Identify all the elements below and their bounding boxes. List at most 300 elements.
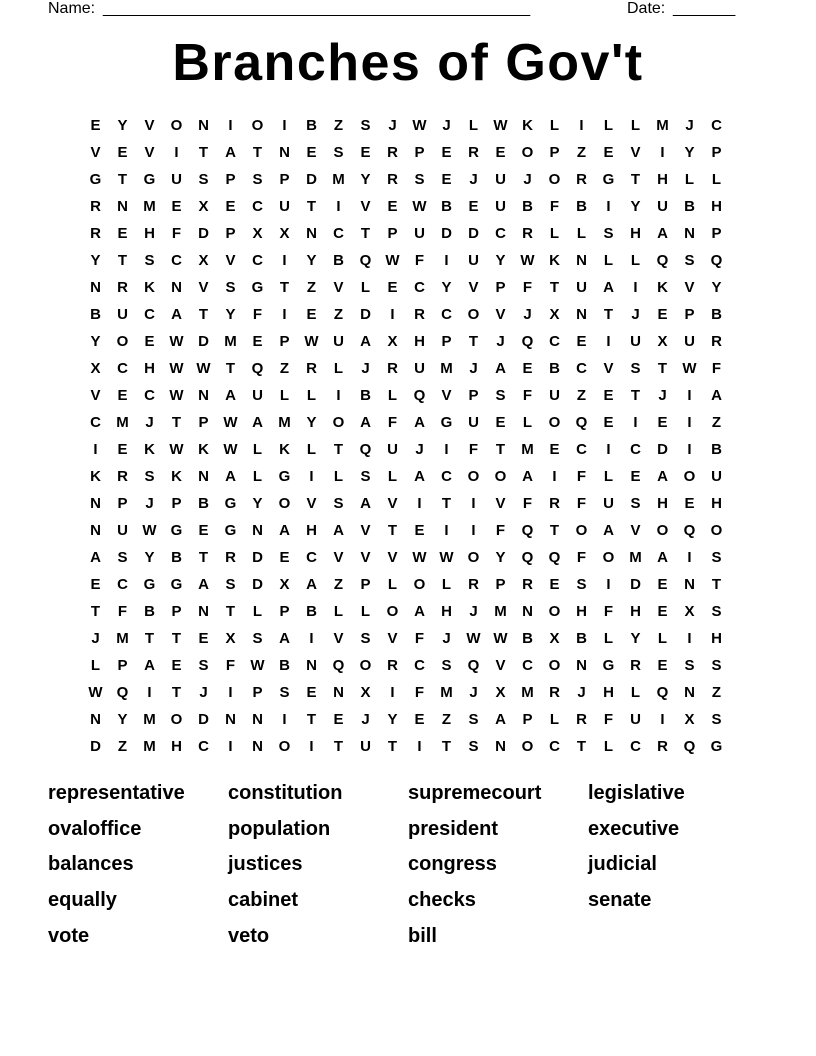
grid-letter[interactable]: B [279, 657, 290, 674]
grid-letter[interactable]: I [687, 549, 692, 566]
grid-letter[interactable]: W [520, 252, 535, 269]
grid-letter[interactable]: E [414, 711, 425, 728]
grid-letter[interactable]: E [576, 333, 587, 350]
grid-letter[interactable]: E [657, 414, 668, 431]
grid-letter[interactable]: F [414, 684, 425, 701]
grid-letter[interactable]: X [252, 225, 263, 242]
grid-letter[interactable]: A [657, 468, 668, 485]
grid-letter[interactable]: C [441, 468, 452, 485]
grid-letter[interactable]: P [198, 414, 209, 431]
grid-letter[interactable]: Q [251, 360, 264, 377]
grid-letter[interactable]: A [90, 549, 101, 566]
grid-letter[interactable]: V [495, 495, 506, 512]
grid-letter[interactable]: V [333, 630, 344, 647]
grid-letter[interactable]: N [684, 576, 695, 593]
grid-letter[interactable]: R [630, 657, 641, 674]
grid-letter[interactable]: J [631, 306, 640, 323]
grid-letter[interactable]: Y [495, 252, 506, 269]
grid-letter[interactable]: L [468, 117, 479, 134]
grid-letter[interactable]: N [252, 738, 263, 755]
grid-letter[interactable]: M [440, 360, 453, 377]
grid-letter[interactable]: V [684, 279, 695, 296]
grid-letter[interactable]: Y [495, 549, 506, 566]
grid-letter[interactable]: V [198, 279, 209, 296]
grid-letter[interactable]: T [549, 279, 560, 296]
grid-letter[interactable]: D [252, 549, 263, 566]
grid-letter[interactable]: X [90, 360, 101, 377]
grid-letter[interactable]: L [387, 576, 398, 593]
grid-letter[interactable]: O [467, 306, 480, 323]
grid-letter[interactable]: E [441, 144, 452, 161]
grid-letter[interactable]: E [387, 279, 398, 296]
grid-letter[interactable]: U [630, 333, 641, 350]
grid-letter[interactable]: Z [333, 576, 344, 593]
grid-letter[interactable]: T [117, 252, 128, 269]
grid-letter[interactable]: S [441, 657, 452, 674]
grid-letter[interactable]: E [657, 306, 668, 323]
grid-letter[interactable]: U [576, 279, 587, 296]
grid-letter[interactable]: Q [710, 252, 723, 269]
grid-letter[interactable]: R [90, 225, 101, 242]
grid-letter[interactable]: P [225, 171, 236, 188]
grid-letter[interactable]: B [576, 198, 587, 215]
grid-letter[interactable]: M [332, 171, 345, 188]
grid-letter[interactable]: C [549, 738, 560, 755]
grid-letter[interactable]: F [414, 252, 425, 269]
grid-letter[interactable]: E [117, 225, 128, 242]
grid-letter[interactable]: I [444, 522, 449, 539]
grid-letter[interactable]: I [147, 684, 152, 701]
grid-letter[interactable]: N [90, 495, 101, 512]
grid-letter[interactable]: H [144, 360, 155, 377]
grid-letter[interactable]: E [360, 144, 371, 161]
grid-letter[interactable]: J [145, 495, 154, 512]
grid-letter[interactable]: L [333, 468, 344, 485]
grid-letter[interactable]: W [412, 549, 427, 566]
grid-letter[interactable]: I [309, 630, 314, 647]
grid-letter[interactable]: F [603, 603, 614, 620]
grid-letter[interactable]: L [630, 117, 641, 134]
grid-letter[interactable]: T [306, 198, 317, 215]
grid-letter[interactable]: R [387, 657, 398, 674]
grid-letter[interactable]: X [657, 333, 668, 350]
grid-letter[interactable]: P [225, 225, 236, 242]
grid-letter[interactable]: J [685, 117, 694, 134]
grid-letter[interactable]: Q [359, 252, 372, 269]
grid-letter[interactable]: J [469, 603, 478, 620]
grid-letter[interactable]: N [495, 738, 506, 755]
grid-letter[interactable]: O [548, 171, 561, 188]
grid-letter[interactable]: I [93, 441, 98, 458]
grid-letter[interactable]: X [387, 333, 398, 350]
grid-letter[interactable]: F [549, 198, 560, 215]
grid-letter[interactable]: K [144, 441, 155, 458]
grid-letter[interactable]: N [522, 603, 533, 620]
grid-letter[interactable]: A [279, 522, 290, 539]
grid-letter[interactable]: P [117, 495, 128, 512]
grid-letter[interactable]: O [521, 738, 534, 755]
grid-letter[interactable]: B [441, 198, 452, 215]
grid-letter[interactable]: V [333, 279, 344, 296]
grid-letter[interactable]: T [711, 576, 722, 593]
grid-letter[interactable]: T [603, 306, 614, 323]
grid-letter[interactable]: W [493, 630, 508, 647]
grid-letter[interactable]: H [576, 603, 587, 620]
grid-letter[interactable]: E [441, 171, 452, 188]
grid-letter[interactable]: A [495, 711, 506, 728]
grid-letter[interactable]: A [360, 495, 371, 512]
grid-letter[interactable]: I [417, 738, 422, 755]
grid-letter[interactable]: M [143, 738, 156, 755]
grid-letter[interactable]: A [657, 225, 668, 242]
grid-letter[interactable]: R [306, 360, 317, 377]
grid-letter[interactable]: A [144, 657, 155, 674]
grid-letter[interactable]: N [684, 225, 695, 242]
grid-letter[interactable]: E [549, 441, 560, 458]
grid-letter[interactable]: G [170, 576, 183, 593]
grid-letter[interactable]: S [225, 576, 236, 593]
grid-letter[interactable]: L [603, 738, 614, 755]
grid-letter[interactable]: S [360, 630, 371, 647]
grid-letter[interactable]: N [684, 684, 695, 701]
grid-letter[interactable]: B [90, 306, 101, 323]
grid-letter[interactable]: J [658, 387, 667, 404]
grid-letter[interactable]: U [684, 333, 695, 350]
grid-letter[interactable]: S [252, 630, 263, 647]
grid-letter[interactable]: B [522, 630, 533, 647]
grid-letter[interactable]: F [603, 711, 614, 728]
grid-letter[interactable]: F [387, 414, 398, 431]
grid-letter[interactable]: F [225, 657, 236, 674]
grid-letter[interactable]: U [252, 387, 263, 404]
grid-letter[interactable]: G [602, 657, 615, 674]
grid-letter[interactable]: L [630, 684, 641, 701]
grid-letter[interactable]: G [224, 522, 237, 539]
grid-letter[interactable]: W [169, 360, 184, 377]
grid-letter[interactable]: T [630, 171, 641, 188]
grid-letter[interactable]: R [387, 171, 398, 188]
grid-letter[interactable]: C [576, 360, 587, 377]
grid-letter[interactable]: X [198, 198, 209, 215]
grid-letter[interactable]: N [198, 117, 209, 134]
grid-letter[interactable]: B [522, 198, 533, 215]
grid-letter[interactable]: J [442, 630, 451, 647]
grid-letter[interactable]: V [306, 495, 317, 512]
grid-letter[interactable]: I [471, 522, 476, 539]
grid-letter[interactable]: N [117, 198, 128, 215]
grid-letter[interactable]: J [361, 711, 370, 728]
grid-letter[interactable]: D [441, 225, 452, 242]
grid-letter[interactable]: I [633, 279, 638, 296]
grid-letter[interactable]: P [171, 495, 182, 512]
grid-letter[interactable]: F [117, 603, 128, 620]
grid-letter[interactable]: N [90, 711, 101, 728]
grid-letter[interactable]: J [469, 360, 478, 377]
grid-letter[interactable]: C [306, 549, 317, 566]
grid-letter[interactable]: T [198, 144, 209, 161]
grid-letter[interactable]: C [549, 333, 560, 350]
grid-letter[interactable]: F [522, 279, 533, 296]
grid-letter[interactable]: O [332, 414, 345, 431]
grid-letter[interactable]: F [171, 225, 182, 242]
grid-letter[interactable]: E [387, 198, 398, 215]
grid-letter[interactable]: N [252, 711, 263, 728]
grid-letter[interactable]: Y [306, 252, 317, 269]
grid-letter[interactable]: I [336, 198, 341, 215]
grid-letter[interactable]: P [117, 657, 128, 674]
grid-letter[interactable]: W [169, 441, 184, 458]
grid-letter[interactable]: Z [711, 684, 722, 701]
grid-letter[interactable]: Q [413, 387, 426, 404]
grid-letter[interactable]: V [630, 522, 641, 539]
grid-letter[interactable]: E [603, 144, 614, 161]
grid-letter[interactable]: S [711, 603, 722, 620]
grid-letter[interactable]: Z [576, 144, 587, 161]
grid-letter[interactable]: A [306, 576, 317, 593]
grid-letter[interactable]: C [630, 441, 641, 458]
grid-letter[interactable]: S [252, 171, 263, 188]
grid-letter[interactable]: K [90, 468, 101, 485]
grid-letter[interactable]: O [251, 117, 264, 134]
grid-letter[interactable]: E [630, 468, 641, 485]
grid-letter[interactable]: W [250, 657, 265, 674]
grid-letter[interactable]: M [278, 414, 291, 431]
grid-letter[interactable]: L [252, 603, 263, 620]
grid-letter[interactable]: P [441, 333, 452, 350]
grid-letter[interactable]: R [468, 144, 479, 161]
grid-letter[interactable]: Y [252, 495, 263, 512]
grid-letter[interactable]: Q [521, 522, 534, 539]
grid-letter[interactable]: Y [684, 144, 695, 161]
grid-letter[interactable]: L [549, 117, 560, 134]
grid-letter[interactable]: I [174, 144, 179, 161]
grid-letter[interactable]: U [171, 171, 182, 188]
grid-letter[interactable]: S [333, 495, 344, 512]
grid-letter[interactable]: E [90, 117, 101, 134]
grid-letter[interactable]: M [143, 198, 156, 215]
grid-letter[interactable]: L [441, 576, 452, 593]
grid-letter[interactable]: R [576, 711, 587, 728]
grid-letter[interactable]: M [224, 333, 237, 350]
grid-letter[interactable]: E [198, 630, 209, 647]
grid-letter[interactable]: B [171, 549, 182, 566]
grid-letter[interactable]: X [684, 603, 695, 620]
grid-letter[interactable]: L [603, 117, 614, 134]
grid-letter[interactable]: N [333, 684, 344, 701]
grid-letter[interactable]: U [414, 360, 425, 377]
grid-letter[interactable]: L [387, 468, 398, 485]
grid-letter[interactable]: I [417, 495, 422, 512]
grid-letter[interactable]: I [228, 684, 233, 701]
grid-letter[interactable]: P [684, 306, 695, 323]
grid-letter[interactable]: Z [333, 306, 344, 323]
grid-letter[interactable]: I [660, 711, 665, 728]
grid-letter[interactable]: Y [117, 117, 128, 134]
grid-letter[interactable]: U [711, 468, 722, 485]
grid-letter[interactable]: J [577, 684, 586, 701]
grid-letter[interactable]: L [549, 711, 560, 728]
grid-letter[interactable]: Z [117, 738, 128, 755]
grid-letter[interactable]: W [223, 441, 238, 458]
grid-letter[interactable]: Q [521, 333, 534, 350]
grid-letter[interactable]: W [304, 333, 319, 350]
grid-letter[interactable]: Y [360, 171, 371, 188]
grid-letter[interactable]: I [633, 414, 638, 431]
grid-letter[interactable]: G [440, 414, 453, 431]
grid-letter[interactable]: C [252, 252, 263, 269]
grid-letter[interactable]: F [576, 549, 587, 566]
grid-letter[interactable]: P [495, 279, 506, 296]
grid-letter[interactable]: G [143, 171, 156, 188]
grid-letter[interactable]: D [198, 225, 209, 242]
grid-letter[interactable]: A [171, 306, 182, 323]
grid-letter[interactable]: V [144, 117, 155, 134]
grid-letter[interactable]: S [603, 225, 614, 242]
grid-letter[interactable]: F [711, 360, 722, 377]
grid-letter[interactable]: X [495, 684, 506, 701]
grid-letter[interactable]: G [251, 279, 264, 296]
grid-letter[interactable]: O [278, 495, 291, 512]
grid-letter[interactable]: X [279, 576, 290, 593]
grid-letter[interactable]: Y [225, 306, 236, 323]
grid-letter[interactable]: M [521, 441, 534, 458]
grid-letter[interactable]: U [549, 387, 560, 404]
grid-letter[interactable]: T [630, 387, 641, 404]
grid-letter[interactable]: U [495, 171, 506, 188]
grid-letter[interactable]: E [144, 333, 155, 350]
grid-letter[interactable]: A [495, 360, 506, 377]
grid-letter[interactable]: H [711, 630, 722, 647]
grid-letter[interactable]: S [279, 684, 290, 701]
grid-letter[interactable]: L [549, 225, 560, 242]
grid-letter[interactable]: F [252, 306, 263, 323]
grid-letter[interactable]: O [602, 549, 615, 566]
grid-letter[interactable]: I [336, 387, 341, 404]
grid-letter[interactable]: J [91, 630, 100, 647]
grid-letter[interactable]: G [278, 468, 291, 485]
grid-letter[interactable]: K [144, 279, 155, 296]
grid-letter[interactable]: W [493, 117, 508, 134]
grid-letter[interactable]: V [387, 495, 398, 512]
grid-letter[interactable]: B [360, 387, 371, 404]
grid-letter[interactable]: H [630, 225, 641, 242]
grid-letter[interactable]: J [523, 306, 532, 323]
grid-letter[interactable]: R [387, 144, 398, 161]
grid-letter[interactable]: Q [332, 657, 345, 674]
grid-letter[interactable]: H [711, 495, 722, 512]
grid-letter[interactable]: L [684, 171, 695, 188]
grid-letter[interactable]: R [522, 576, 533, 593]
grid-letter[interactable]: M [521, 684, 534, 701]
grid-letter[interactable]: E [684, 495, 695, 512]
grid-letter[interactable]: W [142, 522, 157, 539]
grid-letter[interactable]: X [225, 630, 236, 647]
grid-letter[interactable]: L [333, 360, 344, 377]
grid-letter[interactable]: B [306, 117, 317, 134]
grid-letter[interactable]: J [496, 333, 505, 350]
grid-letter[interactable]: U [279, 198, 290, 215]
grid-letter[interactable]: P [279, 171, 290, 188]
grid-letter[interactable]: S [198, 657, 209, 674]
grid-letter[interactable]: S [117, 549, 128, 566]
grid-letter[interactable]: E [117, 441, 128, 458]
grid-letter[interactable]: U [468, 252, 479, 269]
grid-letter[interactable]: V [630, 144, 641, 161]
grid-letter[interactable]: M [494, 603, 507, 620]
grid-letter[interactable]: C [522, 657, 533, 674]
grid-letter[interactable]: J [388, 117, 397, 134]
grid-letter[interactable]: C [117, 360, 128, 377]
grid-letter[interactable]: I [444, 252, 449, 269]
grid-letter[interactable]: V [90, 144, 101, 161]
grid-letter[interactable]: B [576, 630, 587, 647]
grid-letter[interactable]: O [656, 522, 669, 539]
grid-letter[interactable]: C [576, 441, 587, 458]
grid-letter[interactable]: E [225, 198, 236, 215]
grid-letter[interactable]: L [306, 387, 317, 404]
grid-letter[interactable]: K [171, 468, 182, 485]
grid-letter[interactable]: V [495, 657, 506, 674]
grid-letter[interactable]: Y [387, 711, 398, 728]
grid-letter[interactable]: M [629, 549, 642, 566]
grid-letter[interactable]: E [252, 333, 263, 350]
grid-letter[interactable]: D [630, 576, 641, 593]
grid-letter[interactable]: O [170, 117, 183, 134]
grid-letter[interactable]: S [630, 360, 641, 377]
grid-letter[interactable]: U [414, 225, 425, 242]
grid-letter[interactable]: H [711, 198, 722, 215]
grid-letter[interactable]: W [412, 117, 427, 134]
grid-letter[interactable]: S [198, 171, 209, 188]
grid-letter[interactable]: N [306, 225, 317, 242]
grid-letter[interactable]: W [412, 198, 427, 215]
grid-letter[interactable]: Z [333, 117, 344, 134]
grid-letter[interactable]: G [170, 522, 183, 539]
grid-letter[interactable]: E [117, 387, 128, 404]
grid-letter[interactable]: Y [306, 414, 317, 431]
grid-letter[interactable]: R [549, 684, 560, 701]
grid-letter[interactable]: N [576, 252, 587, 269]
grid-letter[interactable]: R [711, 333, 722, 350]
grid-letter[interactable]: I [579, 117, 584, 134]
grid-letter[interactable]: M [116, 414, 129, 431]
grid-letter[interactable]: A [414, 468, 425, 485]
grid-letter[interactable]: P [171, 603, 182, 620]
grid-letter[interactable]: X [360, 684, 371, 701]
grid-letter[interactable]: R [117, 279, 128, 296]
grid-letter[interactable]: N [198, 387, 209, 404]
grid-letter[interactable]: R [468, 576, 479, 593]
grid-letter[interactable]: B [549, 360, 560, 377]
grid-letter[interactable]: Q [575, 414, 588, 431]
grid-letter[interactable]: E [657, 576, 668, 593]
grid-letter[interactable]: R [522, 225, 533, 242]
grid-letter[interactable]: J [523, 171, 532, 188]
grid-letter[interactable]: H [441, 603, 452, 620]
grid-letter[interactable]: R [414, 306, 425, 323]
grid-letter[interactable]: N [225, 711, 236, 728]
grid-letter[interactable]: I [282, 117, 287, 134]
grid-letter[interactable]: O [413, 576, 426, 593]
grid-letter[interactable]: S [468, 738, 479, 755]
grid-letter[interactable]: E [603, 414, 614, 431]
grid-letter[interactable]: A [252, 414, 263, 431]
grid-letter[interactable]: Y [90, 333, 101, 350]
grid-letter[interactable]: T [333, 738, 344, 755]
grid-letter[interactable]: V [333, 549, 344, 566]
grid-letter[interactable]: L [387, 387, 398, 404]
grid-letter[interactable]: I [606, 333, 611, 350]
